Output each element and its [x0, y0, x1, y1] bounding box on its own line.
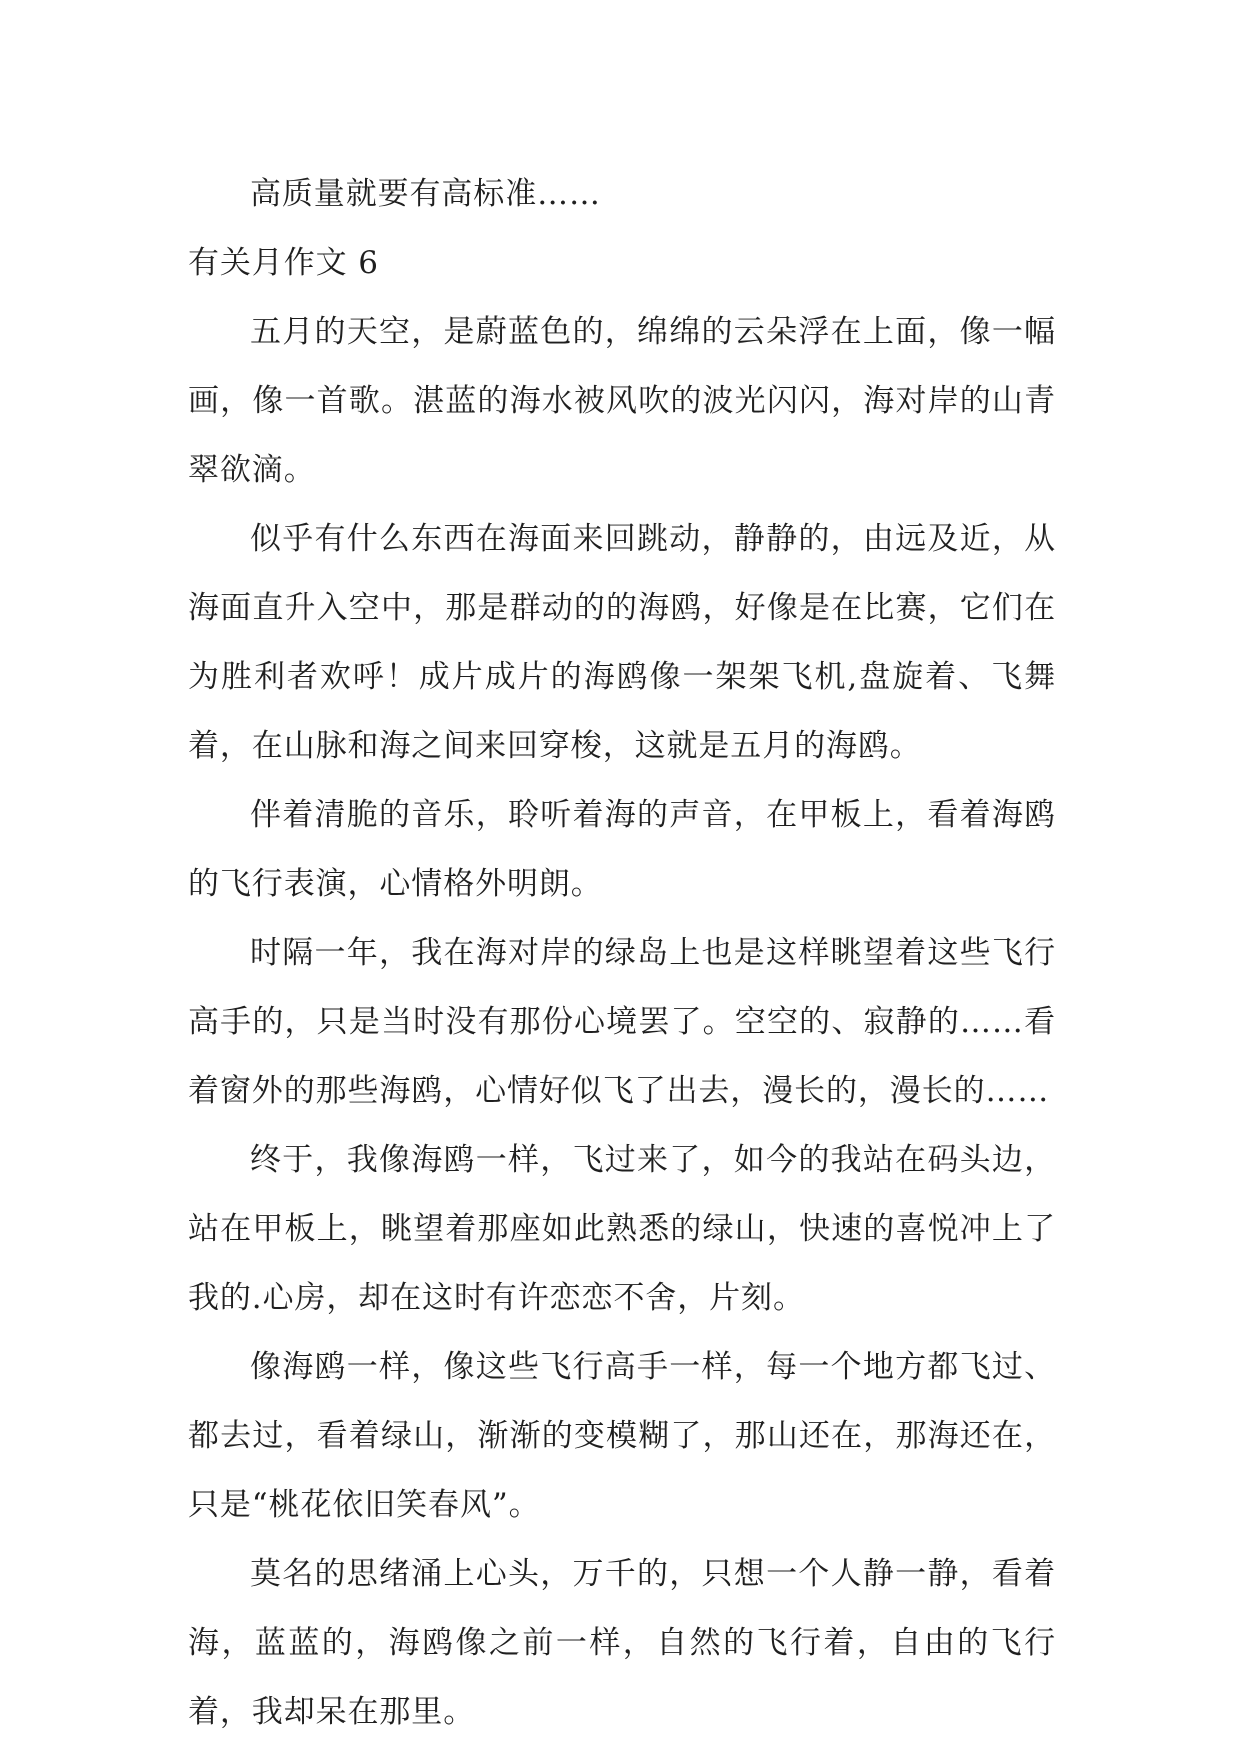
essay-title: 有关月作文 6 — [188, 245, 379, 281]
paragraph: 时隔一年，我在海对岸的绿岛上也是这样眺望着这些飞行高手的，只是当时没有那份心境罢了。空空的、寂静的……看着窗外的那些海鸥，心情好似飞了出去，漫长的，漫长的…… — [188, 935, 1056, 1109]
paragraph: 像海鸥一样，像这些飞行高手一样，每一个地方都飞过、都去过，看着绿山，渐渐的变模糊了，那山还在，那海还在，只是“桃花依旧笑春风”。 — [188, 1349, 1056, 1523]
document-body — [188, 160, 1056, 1747]
paragraph: 伴着清脆的音乐，聆听着海的声音，在甲板上，看着海鸥的飞行表演，心情格外明朗。 — [188, 797, 1056, 902]
lead-line: 高质量就要有高标准…… — [250, 176, 601, 212]
paragraph: 五月的天空，是蔚蓝色的，绵绵的云朵浮在上面，像一幅画，像一首歌。湛蓝的海水被风吹的波光闪闪，海对岸的山青翠欲滴。 — [188, 314, 1056, 488]
paragraph: 似乎有什么东西在海面来回跳动，静静的，由远及近，从海面直升入空中，那是群动的的海鸥，好像是在比赛，它们在为胜利者欢呼！成片成片的海鸥像一架架飞机,盘旋着、飞舞着，在山脉和海之间来回穿梭，这就是五月的海鸥。 — [188, 521, 1056, 764]
paragraph: 终于，我像海鸥一样，飞过来了，如今的我站在码头边，站在甲板上，眺望着那座如此熟悉的绿山，快速的喜悦冲上了我的.心房，却在这时有许恋恋不舍，片刻。 — [188, 1142, 1056, 1316]
paragraph: 莫名的思绪涌上心头，万千的，只想一个人静一静，看着海，蓝蓝的，海鸥像之前一样，自然的飞行着，自由的飞行着，我却呆在那里。 — [188, 1556, 1056, 1730]
